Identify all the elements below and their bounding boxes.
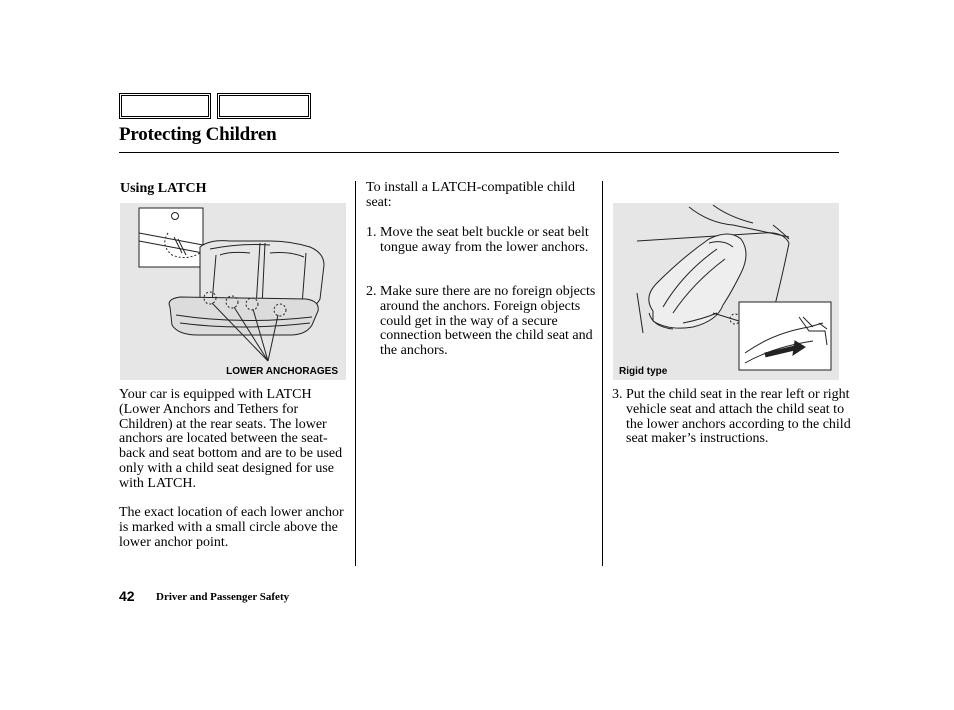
section-heading: Using LATCH [120, 181, 207, 196]
install-intro: To install a LATCH-compatible child seat: [366, 180, 575, 210]
figure-caption: LOWER ANCHORAGES [226, 366, 338, 377]
nav-tab-1[interactable] [119, 93, 211, 119]
page-title: Protecting Children [119, 124, 277, 145]
child-seat-illustration [613, 203, 839, 380]
latch-description-paragraph: Your car is equipped with LATCH (Lower Anchors and Tethers for Children) at the rear seats. The lower anchors are located between the seat-back and seat bottom and are to be used only with a child seat designed for use with LATCH. [119, 387, 343, 491]
rear-seat-illustration [120, 203, 346, 380]
lower-anchorages-figure [120, 203, 346, 380]
step-2: 2. Make sure there are no foreign objects around the anchors. Foreign objects could get in the way of a secure connection between the child seat and the anchors. [366, 284, 596, 359]
step-1: 1. Move the seat belt buckle or seat belt tongue away from the lower anchors. [366, 225, 589, 255]
figure-caption: Rigid type [619, 366, 668, 377]
column-divider-left [355, 181, 356, 566]
nav-tab-2[interactable] [217, 93, 311, 119]
step-3: 3. Put the child seat in the rear left or right vehicle seat and attach the child seat to the lower anchors according to the child seat maker’s instructions. [612, 387, 851, 447]
title-rule [119, 152, 839, 153]
footer-section-label: Driver and Passenger Safety [156, 591, 290, 603]
page-number: 42 [119, 588, 135, 604]
column-divider-right [602, 181, 603, 566]
rigid-type-figure [613, 203, 839, 380]
anchor-location-paragraph: The exact location of each lower anchor is marked with a small circle above the lower anchor point. [119, 505, 344, 550]
